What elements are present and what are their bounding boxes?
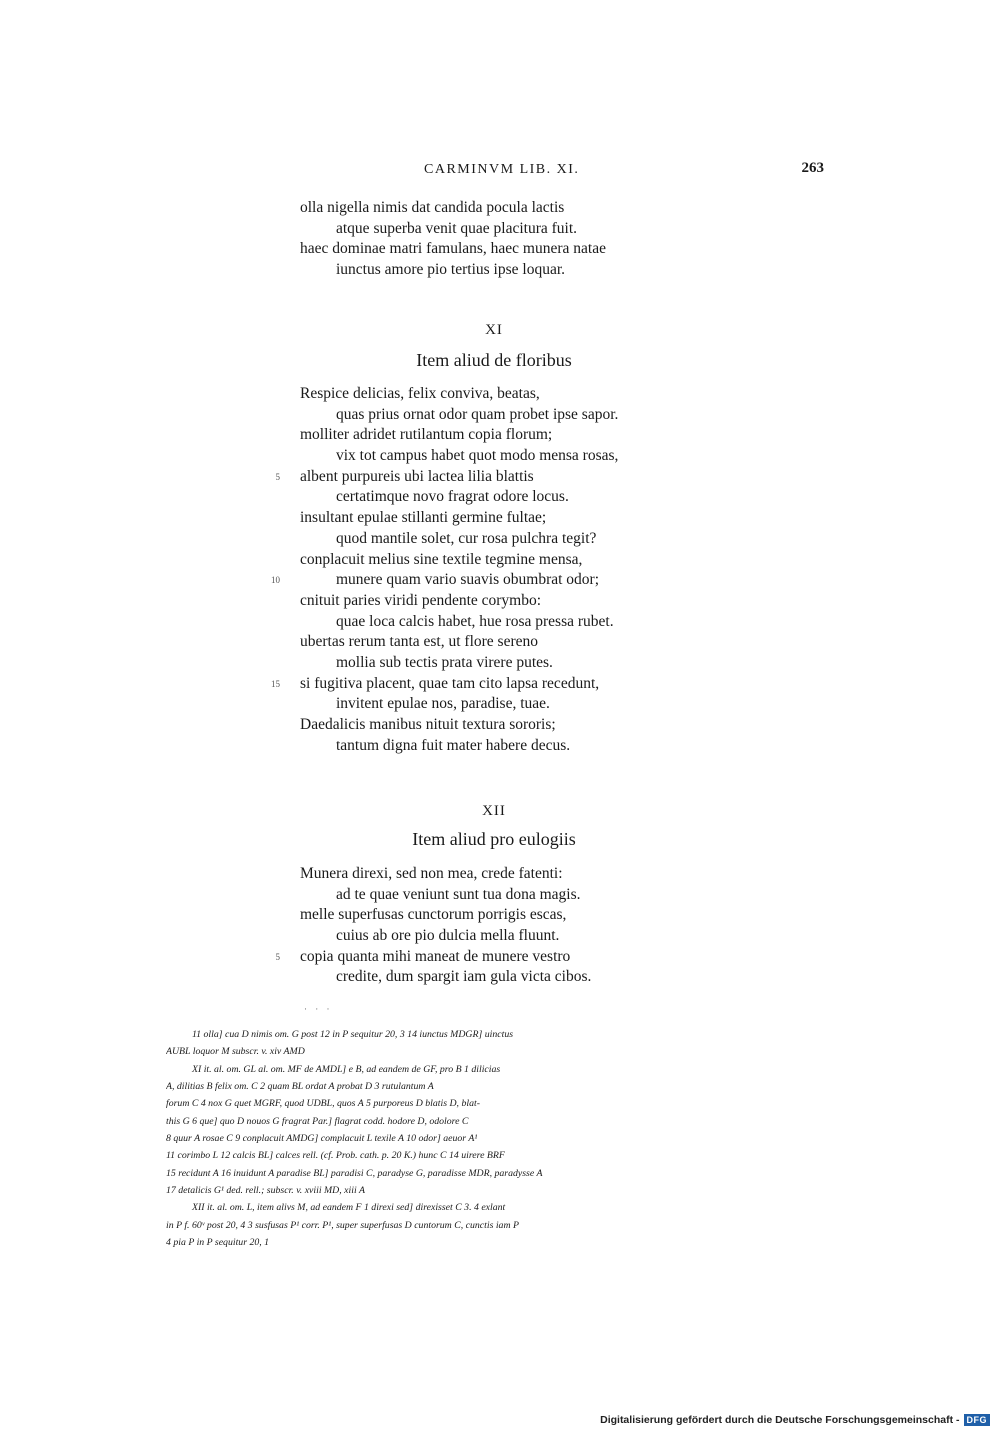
poem-xii-verse-block	[275, 864, 760, 988]
poem-title-xii: Item aliud pro eulogiis	[412, 829, 576, 849]
verse-line	[300, 487, 760, 508]
poem-xi-verse-block	[271, 384, 760, 756]
verse-text: Respice delicias, felix conviva, beatas,	[300, 385, 540, 402]
verse-line	[300, 632, 760, 653]
critical-apparatus	[166, 1026, 826, 1251]
verse-line	[300, 260, 760, 281]
verse-text: mollia sub tectis prata virere putes.	[336, 653, 553, 671]
verse-line	[300, 239, 760, 260]
verse-text: atque superba venit quae placitura fuit.	[336, 219, 578, 237]
verse-text: cuius ab ore pio dulcia mella fluunt.	[336, 927, 560, 945]
apparatus-line: this G 6 que] quo D nouos G fragrat Par.] flagrat codd. hodore D, odolore C	[166, 1115, 469, 1127]
page-number: 263	[801, 160, 824, 176]
apparatus-line: 8 quur A rosae C 9 conplacuit AMDG] complacuit L texile A 10 odor] aeuor A¹	[166, 1133, 478, 1145]
apparatus-line: 17 detalicis G¹ ded. rell.; subscr. v. xviii MD, xiii A	[166, 1185, 365, 1197]
verse-text: quod mantile solet, cur rosa pulchra tegit?	[336, 529, 597, 547]
verse-text: albent purpureis ubi lactea lilia blattis	[300, 467, 534, 485]
verse-text: cnituit paries viridi pendente corymbo:	[300, 591, 542, 609]
verse-line	[271, 674, 760, 695]
verse-text: invitent epulae nos, paradise, tuae.	[336, 695, 550, 713]
apparatus-line: XI it. al. om. GL al. om. MF de AMDL] e B, ad eandem de GF, pro B 1 dilicias	[192, 1063, 501, 1075]
verse-line	[275, 947, 760, 968]
verse-text: munere quam vario suavis obumbrat odor;	[336, 571, 600, 589]
verse-line	[300, 967, 760, 988]
verse-line	[300, 736, 760, 757]
verse-line	[300, 219, 760, 240]
apparatus-line: 15 recidunt A 16 inuidunt A paradise BL] paradisi C, paradyse G, paradisse MDR, paradysse A	[166, 1167, 543, 1179]
line-number: 10	[271, 575, 280, 586]
apparatus-line: forum C 4 nox G quet MGRF, quod UDBL, quos A 5 purporeus D blatis D, blat-	[166, 1098, 480, 1110]
verse-text: Munera direxi, sed non mea, crede fatenti:	[300, 865, 563, 882]
verse-text: quae loca calcis habet, hue rosa pressa rubet.	[336, 612, 614, 630]
running-head	[300, 160, 828, 180]
line-number: 5	[275, 951, 280, 962]
apparatus-line: XII it. al. om. L, item alivs M, ad eandem F 1 direxi sed] direxisset C 3. 4 exlant	[192, 1202, 506, 1214]
poem-title-xi: Item aliud de floribus	[416, 350, 572, 370]
verse-text: copia quanta mihi maneat de munere vestro	[300, 947, 571, 965]
apparatus-line: 11 olla] cua D nimis om. G post 12 in P sequitur 20, 3 14 iunctus MDGR] uinctus	[192, 1029, 514, 1040]
apparatus-line: A, dilitias B felix om. C 2 quam BL ordat A probat D 3 rutulantum A	[166, 1081, 434, 1093]
verse-line	[300, 384, 760, 405]
verse-line	[300, 198, 760, 219]
apparatus-line: AUBL loquor M subscr. v. xiv AMD	[166, 1046, 305, 1058]
verse-line	[300, 405, 760, 426]
continuation-verse-block	[300, 198, 760, 281]
verse-text: conplacuit melius sine textile tegmine mensa,	[300, 550, 583, 568]
credit-text: Digitalisierung gefördert durch die Deutsche Forschungsgemeinschaft -	[600, 1414, 960, 1426]
apparatus-line: 4 pia P in P sequitur 20, 1	[166, 1237, 270, 1249]
verse-text: Daedalicis manibus nituit textura sororis;	[300, 716, 556, 733]
verse-line	[300, 694, 760, 715]
verse-text: olla nigella nimis dat candida pocula lactis	[300, 199, 565, 216]
verse-text: ad te quae veniunt sunt tua dona magis.	[336, 885, 581, 903]
verse-line	[300, 612, 760, 633]
dfg-logo: DFG	[964, 1414, 991, 1426]
verse-text: credite, dum spargit iam gula victa cibos.	[336, 968, 592, 986]
verse-line	[300, 591, 760, 612]
separator-dots: · · ·	[304, 1004, 333, 1014]
digitization-credit	[600, 1412, 990, 1428]
verse-line	[300, 864, 760, 885]
verse-text: certatimque novo fragrat odore locus.	[336, 488, 569, 506]
verse-line	[271, 570, 760, 591]
verse-text: ubertas rerum tanta est, ut flore sereno	[300, 633, 539, 651]
verse-line	[300, 529, 760, 550]
apparatus-line: 11 corimbo L 12 calcis BL] calces rell. (cf. Prob. cath. p. 20 K.) hunc C 14 uirere BRF	[166, 1150, 505, 1162]
verse-text: iunctus amore pio tertius ipse loquar.	[336, 261, 566, 279]
verse-text: molliter adridet rutilantum copia florum;	[300, 426, 553, 444]
verse-line	[300, 926, 760, 947]
verse-line	[275, 467, 760, 488]
line-number: 5	[275, 471, 280, 482]
verse-text: insultant epulae stillanti germine fultae;	[300, 509, 547, 527]
verse-text: quas prius ornat odor quam probet ipse sapor.	[336, 405, 619, 423]
verse-text: tantum digna fuit mater habere decus.	[336, 736, 571, 754]
poem-number-xii: XII	[482, 803, 506, 819]
verse-text: si fugitiva placent, quae tam cito lapsa recedunt,	[300, 674, 600, 692]
verse-line	[300, 885, 760, 906]
verse-line	[300, 446, 760, 467]
verse-line	[300, 550, 760, 571]
verse-line	[300, 425, 760, 446]
line-number: 15	[271, 678, 280, 689]
verse-line	[300, 653, 760, 674]
verse-text: vix tot campus habet quot modo mensa rosas,	[336, 447, 619, 465]
verse-text: melle superfusas cunctorum porrigis escas,	[300, 906, 567, 924]
verse-line	[300, 905, 760, 926]
verse-line	[300, 715, 760, 736]
apparatus-line: in P f. 60ᵛ post 20, 4 3 susfusas P¹ corr. P¹, super superfusas D cuntorum C, cunctis iam P	[166, 1219, 519, 1231]
running-title: CARMINVM LIB. XI.	[424, 162, 580, 177]
verse-text: haec dominae matri famulans, haec munera natae	[300, 240, 606, 258]
verse-line	[300, 508, 760, 529]
poem-number-xi: XI	[485, 322, 503, 338]
